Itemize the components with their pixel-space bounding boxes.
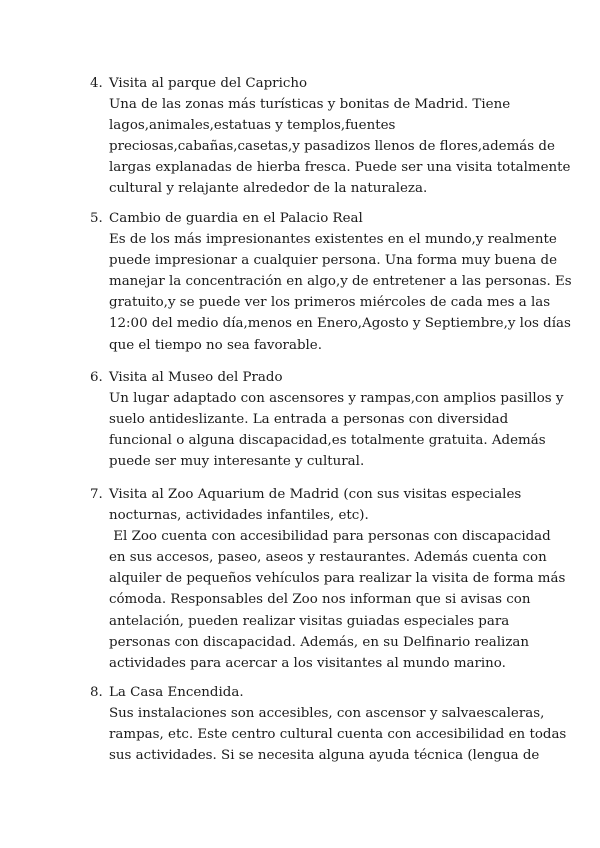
text-line: suelo antideslizante. La entrada a personas con diversidad bbox=[109, 412, 509, 428]
item-number: 5. bbox=[90, 211, 103, 226]
list-item-8 bbox=[90, 682, 567, 766]
text-line: nocturnas, actividades infantiles, etc). bbox=[109, 508, 369, 524]
text-line: rampas, etc. Este centro cultural cuenta con accesibilidad en todas bbox=[109, 727, 567, 743]
text-line: actividades para acercar a los visitantes al mundo marino. bbox=[109, 655, 506, 671]
text-line: Es de los más impresionantes existentes en el mundo,y realmente bbox=[109, 232, 557, 248]
item-number: 6. bbox=[90, 370, 103, 385]
text-line: alquiler de pequeños vehículos para realizar la visita de forma más bbox=[109, 571, 566, 587]
item-title: La Casa Encendida. bbox=[109, 685, 244, 700]
item-description bbox=[109, 229, 572, 356]
text-line: que el tiempo no sea favorable. bbox=[109, 337, 322, 353]
text-line: manejar la concentración en algo,y de entretener a las personas. Es bbox=[109, 274, 572, 290]
item-description bbox=[109, 94, 571, 199]
item-title: Cambio de guardia en el Palacio Real bbox=[109, 211, 363, 226]
item-number: 4. bbox=[90, 76, 103, 91]
text-line: cultural y relajante alrededor de la naturaleza. bbox=[109, 181, 428, 197]
text-line: El Zoo cuenta con accesibilidad para personas con discapacidad bbox=[109, 529, 551, 545]
item-number: 8. bbox=[90, 685, 103, 700]
text-line: lagos,animales,estatuas y templos,fuentes bbox=[109, 118, 396, 134]
item-number: 7. bbox=[90, 487, 103, 502]
item-description bbox=[109, 703, 567, 766]
item-title: Visita al parque del Capricho bbox=[109, 76, 308, 91]
item-title: Visita al Museo del Prado bbox=[109, 370, 283, 385]
item-title: Visita al Zoo Aquarium de Madrid (con sus visitas especiales bbox=[109, 487, 522, 502]
text-line: Sus instalaciones son accesibles, con ascensor y salvaescaleras, bbox=[109, 706, 545, 722]
text-line: personas con discapacidad. Además, en su Delfinario realizan bbox=[109, 634, 530, 650]
list-item-7 bbox=[90, 484, 566, 674]
text-line: largas explanadas de hierba fresca. Puede ser una visita totalmente bbox=[109, 160, 571, 176]
text-line: gratuito,y se puede ver los primeros miércoles de cada mes a las bbox=[109, 295, 551, 311]
text-line: en sus accesos, paseo, aseos y restaurantes. Además cuenta con bbox=[109, 550, 547, 566]
text-line: funcional o alguna discapacidad,es totalmente gratuita. Además bbox=[109, 433, 546, 449]
item-description bbox=[109, 505, 566, 674]
list-item-5 bbox=[90, 208, 572, 356]
text-line: antelación, pueden realizar visitas guiadas especiales para bbox=[109, 613, 510, 629]
item-description bbox=[109, 388, 564, 472]
text-line: Una de las zonas más turísticas y bonitas de Madrid. Tiene bbox=[109, 97, 511, 113]
text-line: cómoda. Responsables del Zoo nos informan que si avisas con bbox=[109, 592, 531, 608]
text-line: sus actividades. Si se necesita alguna ayuda técnica (lengua de bbox=[109, 748, 540, 764]
text-line: preciosas,cabañas,casetas,y pasadizos llenos de flores,además de bbox=[109, 139, 555, 155]
list-item-4 bbox=[90, 73, 571, 200]
list-item-6 bbox=[90, 367, 564, 472]
text-line: Un lugar adaptado con ascensores y rampas,con amplios pasillos y bbox=[109, 391, 564, 407]
text-line: 12:00 del medio día,menos en Enero,Agosto y Septiembre,y los días bbox=[109, 316, 571, 332]
text-line: puede ser muy interesante y cultural. bbox=[109, 454, 365, 470]
text-line: puede impresionar a cualquier persona. Una forma muy buena de bbox=[109, 253, 558, 269]
